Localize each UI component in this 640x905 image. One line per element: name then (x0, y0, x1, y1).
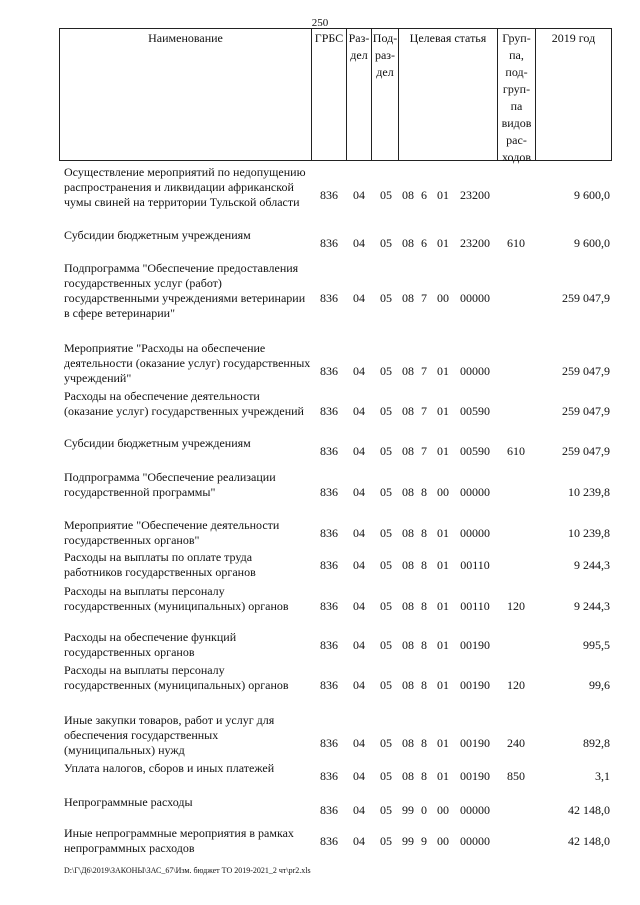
cell-p3: 01 (437, 444, 449, 458)
cell-p3: 00 (437, 485, 449, 499)
cell-grbs: 836 (320, 444, 338, 458)
cell-p2: 8 (421, 736, 427, 750)
cell-p4: 00590 (460, 444, 490, 458)
cell-amount: 10 239,8 (568, 485, 610, 499)
row-name: Уплата налогов, сборов и иных платежей (64, 761, 275, 775)
cell-grbs: 836 (320, 736, 338, 750)
cell-razdel: 04 (353, 291, 365, 305)
row-name: Иные закупки товаров, работ и услуг для обеспечения государственных (муниципальных) нужд (64, 713, 275, 757)
cell-podrazdel: 05 (380, 803, 392, 817)
row-name: Расходы на выплаты персоналу государственных (муниципальных) органов (64, 584, 289, 613)
cell-vid: 120 (507, 678, 525, 692)
cell-p3: 01 (437, 236, 449, 250)
cell-p4: 23200 (460, 236, 490, 250)
header-target: Целевая статья (399, 29, 498, 160)
cell-podrazdel: 05 (380, 558, 392, 572)
row-name: Расходы на выплаты персоналу государственных (муниципальных) органов (64, 663, 289, 692)
cell-p3: 01 (437, 736, 449, 750)
cell-p1: 08 (402, 364, 414, 378)
header-group: Груп- па, под- груп- па видов рас- ходов (498, 29, 536, 160)
cell-amount: 259 047,9 (562, 404, 610, 418)
cell-razdel: 04 (353, 834, 365, 848)
row-name: Расходы на обеспечение деятельности (оказание услуг) государственных учреждений (64, 389, 304, 418)
cell-podrazdel: 05 (380, 834, 392, 848)
cell-p2: 7 (421, 291, 427, 305)
cell-grbs: 836 (320, 188, 338, 202)
cell-podrazdel: 05 (380, 188, 392, 202)
header-year: 2019 год (551, 31, 596, 45)
row-name: Субсидии бюджетным учреждениям (64, 436, 251, 450)
cell-p1: 08 (402, 291, 414, 305)
cell-p1: 08 (402, 444, 414, 458)
cell-podrazdel: 05 (380, 599, 392, 613)
header-grbs: ГРБС (312, 29, 347, 160)
cell-p1: 08 (402, 188, 414, 202)
cell-grbs: 836 (320, 526, 338, 540)
cell-razdel: 04 (353, 736, 365, 750)
header-podrazdel: Под- раз- дел (372, 29, 399, 160)
cell-p3: 00 (437, 803, 449, 817)
cell-grbs: 836 (320, 236, 338, 250)
cell-p4: 00000 (460, 291, 490, 305)
cell-vid: 120 (507, 599, 525, 613)
cell-grbs: 836 (320, 638, 338, 652)
cell-p2: 8 (421, 599, 427, 613)
cell-p2: 6 (421, 236, 427, 250)
cell-p3: 00 (437, 291, 449, 305)
row-name: Иные непрограммные мероприятия в рамках непрограммных расходов (64, 826, 294, 855)
cell-razdel: 04 (353, 638, 365, 652)
cell-p3: 01 (437, 678, 449, 692)
cell-vid: 850 (507, 769, 525, 783)
cell-amount: 3,1 (595, 769, 610, 783)
cell-p2: 0 (421, 803, 427, 817)
cell-grbs: 836 (320, 364, 338, 378)
cell-podrazdel: 05 (380, 236, 392, 250)
cell-razdel: 04 (353, 678, 365, 692)
cell-podrazdel: 05 (380, 291, 392, 305)
cell-p4: 00000 (460, 803, 490, 817)
header-name: Наименование (60, 29, 312, 160)
row-name: Мероприятие "Расходы на обеспечение деятельности (оказание услуг) государственных учреждений" (64, 341, 311, 385)
cell-podrazdel: 05 (380, 638, 392, 652)
cell-p1: 08 (402, 485, 414, 499)
cell-razdel: 04 (353, 364, 365, 378)
cell-amount: 995,5 (583, 638, 610, 652)
cell-p4: 23200 (460, 188, 490, 202)
cell-razdel: 04 (353, 769, 365, 783)
cell-p2: 9 (421, 834, 427, 848)
cell-p4: 00000 (460, 834, 490, 848)
cell-p3: 01 (437, 364, 449, 378)
cell-p4: 00190 (460, 638, 490, 652)
cell-grbs: 836 (320, 678, 338, 692)
cell-p3: 01 (437, 769, 449, 783)
row-name: Расходы на выплаты по оплате труда работников государственных органов (64, 550, 256, 579)
cell-razdel: 04 (353, 803, 365, 817)
cell-p2: 8 (421, 485, 427, 499)
cell-podrazdel: 05 (380, 526, 392, 540)
cell-grbs: 836 (320, 558, 338, 572)
cell-p1: 99 (402, 834, 414, 848)
cell-amount: 9 244,3 (574, 558, 610, 572)
table-header (59, 28, 612, 164)
cell-amount: 9 244,3 (574, 599, 610, 613)
cell-grbs: 836 (320, 834, 338, 848)
cell-p4: 00000 (460, 485, 490, 499)
row-name: Подпрограмма "Обеспечение реализации государственной программы" (64, 470, 276, 499)
cell-p4: 00190 (460, 769, 490, 783)
cell-p2: 8 (421, 638, 427, 652)
cell-grbs: 836 (320, 291, 338, 305)
cell-p1: 08 (402, 236, 414, 250)
cell-p1: 08 (402, 404, 414, 418)
cell-p1: 08 (402, 638, 414, 652)
cell-vid: 610 (507, 444, 525, 458)
cell-p1: 08 (402, 678, 414, 692)
cell-amount: 9 600,0 (574, 188, 610, 202)
cell-p2: 7 (421, 444, 427, 458)
header-razdel: Раз- дел (347, 29, 372, 160)
cell-p3: 01 (437, 558, 449, 572)
cell-grbs: 836 (320, 599, 338, 613)
cell-p2: 8 (421, 526, 427, 540)
cell-razdel: 04 (353, 558, 365, 572)
cell-podrazdel: 05 (380, 485, 392, 499)
cell-p4: 00590 (460, 404, 490, 418)
cell-amount: 10 239,8 (568, 526, 610, 540)
cell-grbs: 836 (320, 803, 338, 817)
row-name: Подпрограмма "Обеспечение предоставления государственных услуг (работ) государственными учреждениями ветеринарии в сфере ветеринарии" (64, 261, 306, 320)
cell-razdel: 04 (353, 599, 365, 613)
cell-amount: 259 047,9 (562, 291, 610, 305)
cell-p1: 08 (402, 736, 414, 750)
cell-p3: 01 (437, 404, 449, 418)
page-number: 250 (311, 17, 329, 29)
cell-p4: 00110 (460, 558, 490, 572)
cell-razdel: 04 (353, 236, 365, 250)
cell-razdel: 04 (353, 404, 365, 418)
cell-p3: 01 (437, 526, 449, 540)
cell-amount: 99,6 (589, 678, 610, 692)
cell-p4: 00000 (460, 364, 490, 378)
cell-amount: 9 600,0 (574, 236, 610, 250)
cell-amount: 259 047,9 (562, 444, 610, 458)
cell-p4: 00110 (460, 599, 490, 613)
cell-amount: 42 148,0 (568, 803, 610, 817)
file-path-footer: D:\Г\Д6\2019\ЗАКОНЫ\ЗАС_67\Изм. бюджет ТО 2019-2021_2 чт\pr2.xls (64, 866, 311, 875)
cell-razdel: 04 (353, 526, 365, 540)
cell-grbs: 836 (320, 404, 338, 418)
cell-podrazdel: 05 (380, 404, 392, 418)
cell-p2: 6 (421, 188, 427, 202)
cell-podrazdel: 05 (380, 678, 392, 692)
cell-podrazdel: 05 (380, 364, 392, 378)
row-name: Непрограммные расходы (64, 795, 193, 809)
cell-amount: 892,8 (583, 736, 610, 750)
cell-razdel: 04 (353, 188, 365, 202)
cell-p2: 7 (421, 404, 427, 418)
cell-p2: 7 (421, 364, 427, 378)
cell-podrazdel: 05 (380, 444, 392, 458)
cell-vid: 240 (507, 736, 525, 750)
cell-amount: 42 148,0 (568, 834, 610, 848)
cell-grbs: 836 (320, 485, 338, 499)
cell-p3: 00 (437, 834, 449, 848)
row-name: Субсидии бюджетным учреждениям (64, 228, 251, 242)
cell-p2: 8 (421, 769, 427, 783)
row-name: Осуществление мероприятий по недопущению распространения и ликвидации африканской чумы свиней на территории Тульской области (64, 165, 306, 209)
row-name: Расходы на обеспечение функций государственных органов (64, 630, 237, 659)
cell-podrazdel: 05 (380, 736, 392, 750)
cell-p1: 08 (402, 769, 414, 783)
cell-p3: 01 (437, 188, 449, 202)
cell-p2: 8 (421, 558, 427, 572)
cell-p1: 99 (402, 803, 414, 817)
cell-p2: 8 (421, 678, 427, 692)
cell-p1: 08 (402, 558, 414, 572)
cell-razdel: 04 (353, 444, 365, 458)
cell-razdel: 04 (353, 485, 365, 499)
cell-amount: 259 047,9 (562, 364, 610, 378)
cell-p1: 08 (402, 526, 414, 540)
cell-vid: 610 (507, 236, 525, 250)
cell-p3: 01 (437, 638, 449, 652)
row-name: Мероприятие "Обеспечение деятельности государственных органов" (64, 518, 280, 547)
cell-grbs: 836 (320, 769, 338, 783)
cell-p3: 01 (437, 599, 449, 613)
cell-podrazdel: 05 (380, 769, 392, 783)
cell-p4: 00000 (460, 526, 490, 540)
cell-p1: 08 (402, 599, 414, 613)
cell-p4: 00190 (460, 678, 490, 692)
cell-p4: 00190 (460, 736, 490, 750)
